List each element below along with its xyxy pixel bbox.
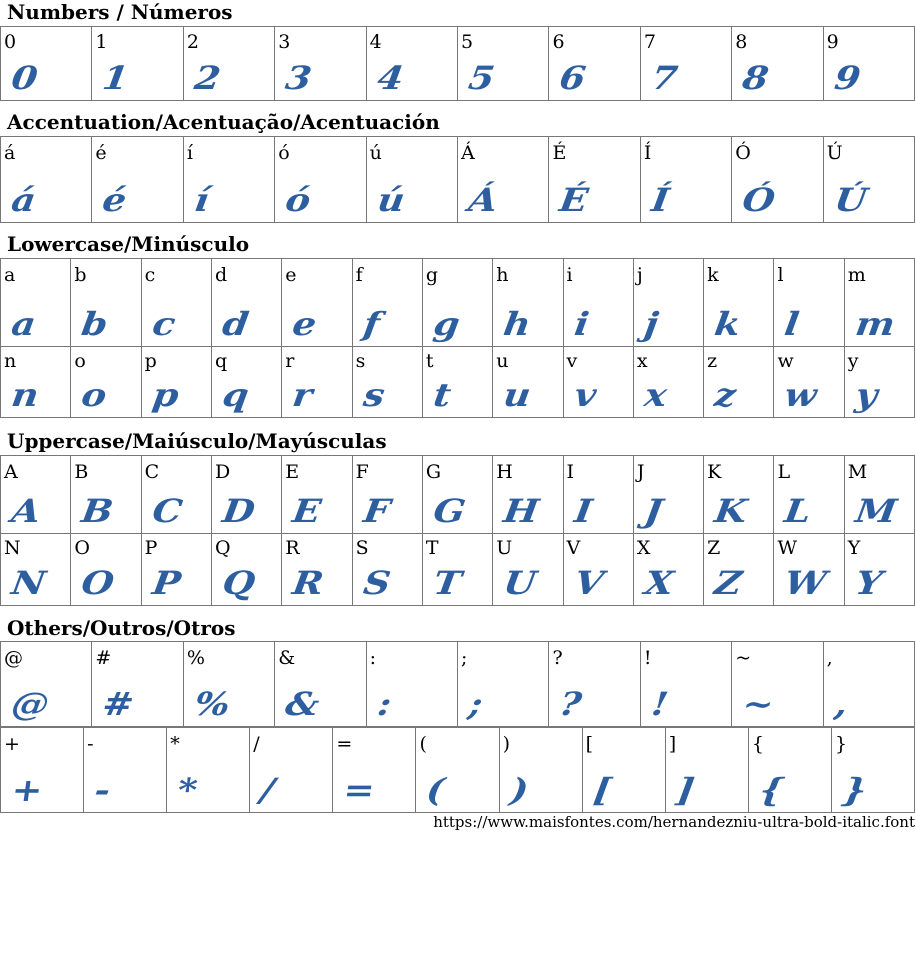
glyph-sample: T [431, 564, 464, 602]
glyph-sample: + [9, 771, 46, 809]
glyph-sample: 1 [100, 59, 132, 97]
glyph-sample: Y [852, 564, 885, 602]
glyph-sample: 9 [831, 59, 863, 97]
glyph-label: / [253, 733, 260, 755]
glyph-label: Z [707, 537, 721, 559]
glyph-label: ó [278, 142, 290, 164]
glyph-sample: p [149, 376, 181, 414]
glyph-label: L [777, 461, 791, 483]
glyph-sample: = [341, 771, 378, 809]
glyph-sample: K [712, 492, 750, 530]
glyph-sample: 5 [466, 59, 498, 97]
glyph-sample: f [360, 305, 382, 343]
numbers-title: Numbers / Números [7, 0, 233, 24]
glyph-cell [184, 27, 275, 101]
accents-grid [0, 136, 915, 223]
glyph-cell [353, 456, 423, 534]
glyph-label: I [566, 461, 575, 483]
glyph-sample: h [501, 305, 534, 343]
glyph-cell [549, 642, 640, 727]
glyph-cell [142, 259, 212, 347]
glyph-sample: 6 [557, 59, 589, 97]
glyph-cell [212, 456, 282, 534]
uppercase-grid-row1 [0, 455, 915, 534]
glyph-label: - [87, 733, 94, 755]
glyph-sample: } [840, 771, 870, 809]
glyph-sample: Z [712, 564, 745, 602]
glyph-sample: % [191, 685, 233, 723]
glyph-sample: U [501, 564, 539, 602]
glyph-cell [634, 456, 704, 534]
glyph-label: : [369, 647, 377, 669]
glyph-sample: z [712, 376, 739, 414]
others-grid-row2 [0, 727, 915, 813]
glyph-cell [564, 346, 634, 418]
glyph-label: h [496, 264, 509, 286]
glyph-cell [1, 642, 92, 727]
glyph-label: V [566, 537, 581, 559]
glyph-sample: N [9, 564, 49, 602]
glyph-cell [71, 456, 141, 534]
glyph-cell [423, 346, 493, 418]
glyph-label: É [552, 142, 567, 164]
glyph-sample: W [782, 564, 830, 602]
glyph-label: * [170, 733, 180, 755]
glyph-label: 2 [186, 31, 199, 53]
glyph-sample: b [79, 305, 111, 343]
glyph-cell [367, 642, 458, 727]
glyph-sample: w [782, 376, 820, 414]
glyph-cell [641, 27, 732, 101]
glyph-label: M [847, 461, 868, 483]
glyph-cell [774, 346, 844, 418]
glyph-sample: Ó [740, 181, 778, 219]
glyph-sample: i [571, 305, 591, 343]
glyph-cell [774, 456, 844, 534]
glyph-label: Q [214, 537, 231, 559]
glyph-cell [416, 728, 499, 813]
glyph-label: ; [461, 647, 468, 669]
glyph-sample: ( [424, 771, 448, 809]
glyph-sample: v [571, 376, 599, 414]
glyph-sample: M [852, 492, 899, 530]
glyph-label: } [834, 733, 848, 755]
glyph-cell [212, 533, 282, 606]
glyph-cell [92, 642, 183, 727]
glyph-label: ú [369, 142, 382, 164]
glyph-sample: P [149, 564, 183, 602]
glyph-sample: C [149, 492, 185, 530]
glyph-cell [732, 137, 823, 223]
glyph-label: y [847, 350, 859, 372]
glyph-label: ? [552, 647, 563, 669]
glyph-cell [500, 728, 583, 813]
glyph-label: E [285, 461, 300, 483]
glyph-label: d [214, 264, 228, 286]
glyph-label: P [144, 537, 158, 559]
glyph-label: Ú [826, 142, 843, 164]
glyph-cell [549, 137, 640, 223]
glyph-cell [167, 728, 250, 813]
glyph-sample: 0 [9, 59, 41, 97]
glyph-sample: X [641, 564, 676, 602]
glyph-label: g [425, 264, 439, 286]
glyph-sample: ~ [740, 685, 777, 723]
glyph-label: B [74, 461, 89, 483]
glyph-sample: * [175, 771, 200, 809]
glyph-sample: A [9, 492, 44, 530]
glyph-sample: ! [648, 685, 671, 723]
glyph-label: N [4, 537, 21, 559]
glyph-cell [704, 259, 774, 347]
glyph-sample: O [79, 564, 117, 602]
glyph-sample: a [9, 305, 39, 343]
lowercase-grid-row1 [0, 258, 915, 347]
glyph-cell [71, 533, 141, 606]
glyph-label: 4 [369, 31, 382, 53]
glyph-label: u [496, 350, 509, 372]
glyph-cell [423, 259, 493, 347]
glyph-sample: ú [374, 181, 407, 219]
glyph-label: 6 [552, 31, 565, 53]
numbers-grid [0, 26, 915, 101]
glyph-sample: r [290, 376, 316, 414]
glyph-cell [704, 456, 774, 534]
glyph-sample: q [220, 376, 252, 414]
glyph-cell [564, 533, 634, 606]
glyph-cell [493, 259, 563, 347]
glyph-label: ! [643, 647, 652, 669]
glyph-sample: 7 [648, 59, 680, 97]
glyph-label: 3 [278, 31, 291, 53]
glyph-label: n [4, 350, 17, 372]
glyph-sample: G [431, 492, 468, 530]
glyph-cell [275, 642, 366, 727]
glyph-sample: u [501, 376, 534, 414]
glyph-cell [333, 728, 416, 813]
glyph-sample: & [283, 685, 322, 723]
glyph-sample: ó [283, 181, 314, 219]
glyph-label: p [144, 350, 157, 372]
glyph-sample: F [360, 492, 393, 530]
glyph-cell [353, 533, 423, 606]
glyph-label: 8 [735, 31, 748, 53]
glyph-cell [824, 27, 915, 101]
glyph-cell [704, 533, 774, 606]
glyph-label: f [355, 264, 363, 286]
glyph-sample: Ú [831, 181, 870, 219]
glyph-cell [367, 137, 458, 223]
glyph-cell [824, 137, 915, 223]
glyph-cell [774, 259, 844, 347]
glyph-label: 1 [95, 31, 108, 53]
glyph-cell [845, 533, 915, 606]
glyph-label: x [636, 350, 648, 372]
glyph-cell [282, 456, 352, 534]
glyph-cell [1, 533, 71, 606]
glyph-cell [634, 346, 704, 418]
glyph-label: G [425, 461, 442, 483]
glyph-label: í [186, 142, 193, 164]
glyph-sample: - [92, 771, 113, 809]
glyph-sample: S [360, 564, 393, 602]
glyph-label: j [636, 264, 643, 286]
glyph-label: o [74, 350, 86, 372]
glyph-cell [1, 456, 71, 534]
uppercase-title: Uppercase/Maiúsculo/Mayúsculas [7, 429, 387, 453]
glyph-cell [704, 346, 774, 418]
glyph-cell [142, 346, 212, 418]
glyph-sample: / [258, 771, 278, 809]
glyph-sample: Á [466, 181, 501, 219]
glyph-cell [732, 642, 823, 727]
glyph-sample: # [100, 685, 137, 723]
glyph-cell [583, 728, 666, 813]
glyph-label: S [355, 537, 369, 559]
glyph-label: R [285, 537, 300, 559]
glyph-cell [282, 533, 352, 606]
glyph-cell [774, 533, 844, 606]
glyph-cell [1, 27, 92, 101]
accents-title: Accentuation/Acentuação/Acentuación [7, 110, 440, 134]
glyph-label: b [74, 264, 87, 286]
glyph-sample: m [852, 305, 898, 343]
glyph-cell [92, 27, 183, 101]
glyph-sample: é [100, 181, 130, 219]
glyph-cell [282, 259, 352, 347]
glyph-label: 5 [461, 31, 474, 53]
glyph-label: K [707, 461, 722, 483]
glyph-cell [641, 642, 732, 727]
glyph-sample: D [220, 492, 258, 530]
glyph-label: H [496, 461, 513, 483]
glyph-sample: 3 [283, 59, 315, 97]
glyph-sample: á [9, 181, 39, 219]
glyph-label: # [95, 647, 112, 669]
glyph-label: Ó [735, 142, 751, 164]
glyph-label: U [496, 537, 513, 559]
glyph-cell [564, 456, 634, 534]
glyph-sample: @ [9, 685, 52, 723]
glyph-sample: R [290, 564, 327, 602]
glyph-cell [250, 728, 333, 813]
glyph-label: [ [585, 733, 594, 755]
lowercase-grid-row2 [0, 346, 915, 418]
glyph-label: m [847, 264, 866, 286]
glyph-sample: j [641, 305, 661, 343]
glyph-sample: É [557, 181, 591, 219]
glyph-sample: t [431, 376, 454, 414]
glyph-label: O [74, 537, 90, 559]
glyph-cell [71, 259, 141, 347]
glyph-cell [275, 27, 366, 101]
glyph-label: 0 [4, 31, 17, 53]
glyph-sample: n [9, 376, 42, 414]
glyph-cell [184, 642, 275, 727]
glyph-cell [749, 728, 832, 813]
glyph-label: F [355, 461, 369, 483]
glyph-sample: 2 [191, 59, 223, 97]
glyph-cell [824, 642, 915, 727]
glyph-cell [493, 533, 563, 606]
uppercase-grid-row2 [0, 533, 915, 606]
glyph-cell [845, 456, 915, 534]
glyph-label: = [336, 733, 353, 755]
glyph-cell [212, 259, 282, 347]
glyph-sample: I [571, 492, 595, 530]
glyph-cell [458, 137, 549, 223]
glyph-label: t [425, 350, 434, 372]
others-grid-row1 [0, 641, 915, 727]
glyph-sample: ? [557, 685, 585, 723]
glyph-cell [275, 137, 366, 223]
glyph-cell [353, 259, 423, 347]
glyph-cell [142, 456, 212, 534]
others-title: Others/Outros/Otros [7, 616, 236, 640]
glyph-label: w [777, 350, 794, 372]
glyph-cell [282, 346, 352, 418]
glyph-sample: l [782, 305, 802, 343]
glyph-label: W [777, 537, 797, 559]
glyph-label: ( [419, 733, 427, 755]
glyph-sample: ] [673, 771, 697, 809]
glyph-cell [71, 346, 141, 418]
glyph-sample: í [191, 181, 212, 219]
glyph-label: z [707, 350, 718, 372]
glyph-cell [666, 728, 749, 813]
glyph-label: 7 [643, 31, 656, 53]
glyph-label: 9 [826, 31, 839, 53]
glyph-cell [458, 27, 549, 101]
glyph-sample: : [374, 685, 394, 723]
footer-url[interactable]: https://www.maisfontes.com/hernandezniu-ultra-bold-italic.font [433, 813, 915, 831]
glyph-label: % [186, 647, 205, 669]
glyph-label: i [566, 264, 573, 286]
glyph-cell [1, 728, 84, 813]
glyph-label: Y [847, 537, 861, 559]
glyph-cell [92, 137, 183, 223]
glyph-sample: { [756, 771, 786, 809]
glyph-label: T [425, 537, 439, 559]
glyph-cell [423, 533, 493, 606]
glyph-sample: L [782, 492, 814, 530]
glyph-cell [184, 137, 275, 223]
glyph-cell [549, 27, 640, 101]
glyph-sample: ; [466, 685, 486, 723]
glyph-label: a [4, 264, 16, 286]
glyph-cell [458, 642, 549, 727]
glyph-label: e [285, 264, 297, 286]
glyph-cell [641, 137, 732, 223]
glyph-sample: J [641, 492, 665, 530]
glyph-cell [732, 27, 823, 101]
glyph-cell [1, 259, 71, 347]
glyph-cell [367, 27, 458, 101]
glyph-label: c [144, 264, 156, 286]
glyph-label: C [144, 461, 160, 483]
glyph-cell [212, 346, 282, 418]
glyph-label: é [95, 142, 107, 164]
glyph-sample: o [79, 376, 110, 414]
glyph-label: Á [461, 142, 475, 164]
glyph-label: D [214, 461, 231, 483]
glyph-cell [84, 728, 167, 813]
glyph-label: & [278, 647, 296, 669]
lowercase-title: Lowercase/Minúsculo [7, 232, 250, 256]
glyph-label: ) [502, 733, 510, 755]
glyph-label: l [777, 264, 784, 286]
glyph-label: á [4, 142, 16, 164]
glyph-cell [353, 346, 423, 418]
glyph-sample: 8 [740, 59, 772, 97]
glyph-sample: d [220, 305, 252, 343]
glyph-sample: g [431, 305, 463, 343]
glyph-label: @ [4, 647, 23, 669]
glyph-label: Í [643, 142, 652, 164]
glyph-sample: x [641, 376, 670, 414]
glyph-sample: [ [590, 771, 614, 809]
glyph-sample: 4 [374, 59, 406, 97]
glyph-cell [142, 533, 212, 606]
glyph-sample: e [290, 305, 320, 343]
glyph-cell [564, 259, 634, 347]
glyph-label: r [285, 350, 295, 372]
glyph-sample: c [149, 305, 178, 343]
glyph-sample: , [831, 685, 850, 723]
glyph-sample: s [360, 376, 387, 414]
glyph-cell [1, 137, 92, 223]
glyph-cell [845, 259, 915, 347]
glyph-cell [832, 728, 915, 813]
glyph-label: J [636, 461, 645, 483]
glyph-label: , [826, 647, 833, 669]
glyph-label: k [707, 264, 719, 286]
glyph-label: + [4, 733, 20, 755]
glyph-sample: y [852, 376, 880, 414]
glyph-cell [634, 533, 704, 606]
glyph-cell [634, 259, 704, 347]
glyph-sample: Í [648, 181, 672, 219]
glyph-label: ] [668, 733, 677, 755]
glyph-cell [1, 346, 71, 418]
glyph-sample: H [501, 492, 542, 530]
glyph-label: s [355, 350, 366, 372]
glyph-cell [423, 456, 493, 534]
glyph-cell [845, 346, 915, 418]
glyph-sample: B [79, 492, 116, 530]
glyph-cell [493, 456, 563, 534]
glyph-sample: ) [507, 771, 531, 809]
glyph-label: ~ [735, 647, 752, 669]
glyph-label: X [636, 537, 651, 559]
glyph-sample: Q [220, 564, 258, 602]
glyph-cell [493, 346, 563, 418]
glyph-label: v [566, 350, 578, 372]
glyph-label: q [214, 350, 228, 372]
glyph-sample: E [290, 492, 324, 530]
glyph-sample: k [712, 305, 744, 343]
glyph-label: { [751, 733, 764, 755]
glyph-sample: V [571, 564, 606, 602]
glyph-label: A [4, 461, 18, 483]
